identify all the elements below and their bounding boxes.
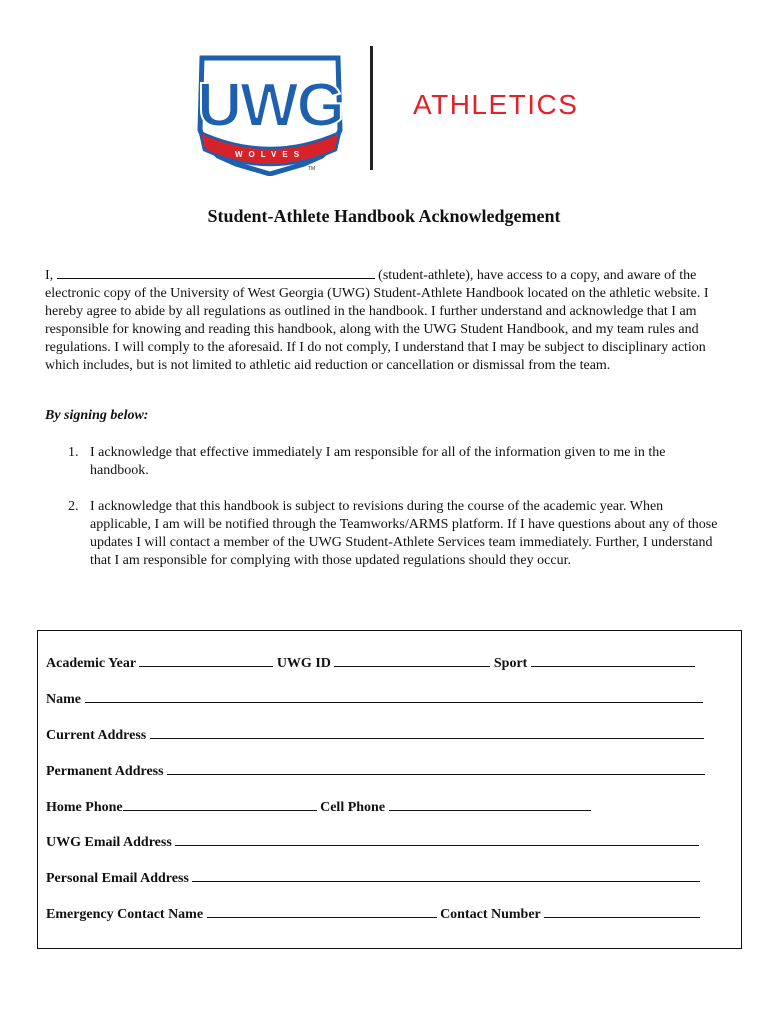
letterhead: [0, 40, 768, 175]
uwg-id-field[interactable]: [334, 653, 490, 667]
personal-email-field[interactable]: [192, 868, 700, 882]
contact-number-label: Contact Number: [440, 907, 541, 922]
form-row-uwg-email: [46, 832, 699, 851]
personal-email-label: Personal Email Address: [46, 871, 189, 886]
sport-field[interactable]: [531, 653, 695, 667]
form-row-permanent-address: [46, 761, 705, 780]
form-row-emergency: [46, 904, 700, 923]
intro-first-line: [45, 265, 725, 285]
form-row-personal-email: [46, 868, 700, 887]
logo-main-text: UWG: [197, 71, 343, 140]
athletics-wordmark: ATHLETICS: [413, 89, 579, 120]
intro-blank-label: (student-athlete), have access to a copy, and aware of the: [378, 268, 697, 283]
uwg-wolves-logo: [190, 52, 350, 176]
acknowledgement-item-2: [45, 498, 725, 570]
current-address-label: Current Address: [46, 728, 147, 743]
permanent-address-field[interactable]: [167, 761, 705, 775]
list-number: 1.: [68, 445, 79, 460]
cell-phone-label: Cell Phone: [320, 800, 386, 815]
form-row-name: [46, 689, 703, 708]
acknowledgement-item-1: [45, 444, 725, 480]
home-phone-field[interactable]: [123, 797, 317, 811]
emergency-contact-field[interactable]: [207, 904, 437, 918]
list-text: I acknowledge that effective immediately I am responsible for all of the information given to me in the handbook.: [90, 445, 666, 478]
academic-year-label: Academic Year: [46, 656, 136, 671]
page-title: Student-Athlete Handbook Acknowledgement: [207, 206, 561, 226]
list-text: I acknowledge that this handbook is subject to revisions during the course of the academic year. When applicable, I am will be notified through the Teamworks/ARMS platform. If I have questions about any of those updates I will contact a member of the UWG Student-Athlete Services team immediately. Further, I understand that I am responsible for complying with those updated regulations should they occur.: [90, 499, 718, 568]
name-field[interactable]: [85, 689, 703, 703]
list-number: 2.: [68, 499, 79, 514]
logo-trademark: TM: [308, 166, 316, 172]
student-athlete-name-blank[interactable]: [57, 265, 375, 279]
current-address-field[interactable]: [150, 725, 704, 739]
uwg-email-field[interactable]: [175, 832, 699, 846]
logo-ribbon-text: WOLVES: [234, 150, 306, 159]
sport-label: Sport: [493, 656, 528, 671]
intro-paragraph: [45, 265, 725, 375]
header-divider: [370, 46, 373, 170]
contact-number-field[interactable]: [544, 904, 700, 918]
cell-phone-field[interactable]: [389, 797, 591, 811]
by-signing-heading: By signing below:: [45, 408, 149, 423]
permanent-address-label: Permanent Address: [46, 764, 164, 779]
uwg-logo-graphic: [190, 52, 350, 176]
acknowledgement-list: [45, 444, 725, 570]
emergency-contact-label: Emergency Contact Name: [46, 907, 204, 922]
intro-prefix: I,: [45, 268, 54, 283]
form-row-phones: [46, 797, 591, 816]
uwg-email-label: UWG Email Address: [46, 835, 172, 850]
form-row-current-address: [46, 725, 704, 744]
uwg-id-label: UWG ID: [276, 656, 331, 671]
student-info-form: [37, 630, 742, 949]
name-label: Name: [46, 692, 81, 707]
intro-body: electronic copy of the University of West Georgia (UWG) Student-Athlete Handbook located on the athletic website. I hereby agree to abide by all regulations as outlined in the handbook. I further understand and acknowledge that I am responsible for knowing and reading this handbook, along with the UWG Student Handbook, and my team rules and regulations. I will comply to the aforesaid. If I do not comply, I understand that I may be subject to disciplinary action which includes, but is not limited to athletic aid reduction or cancellation or dismissal from the team.: [45, 286, 709, 373]
home-phone-label: Home Phone: [46, 800, 123, 815]
form-row-academic: [46, 653, 695, 672]
academic-year-field[interactable]: [139, 653, 273, 667]
